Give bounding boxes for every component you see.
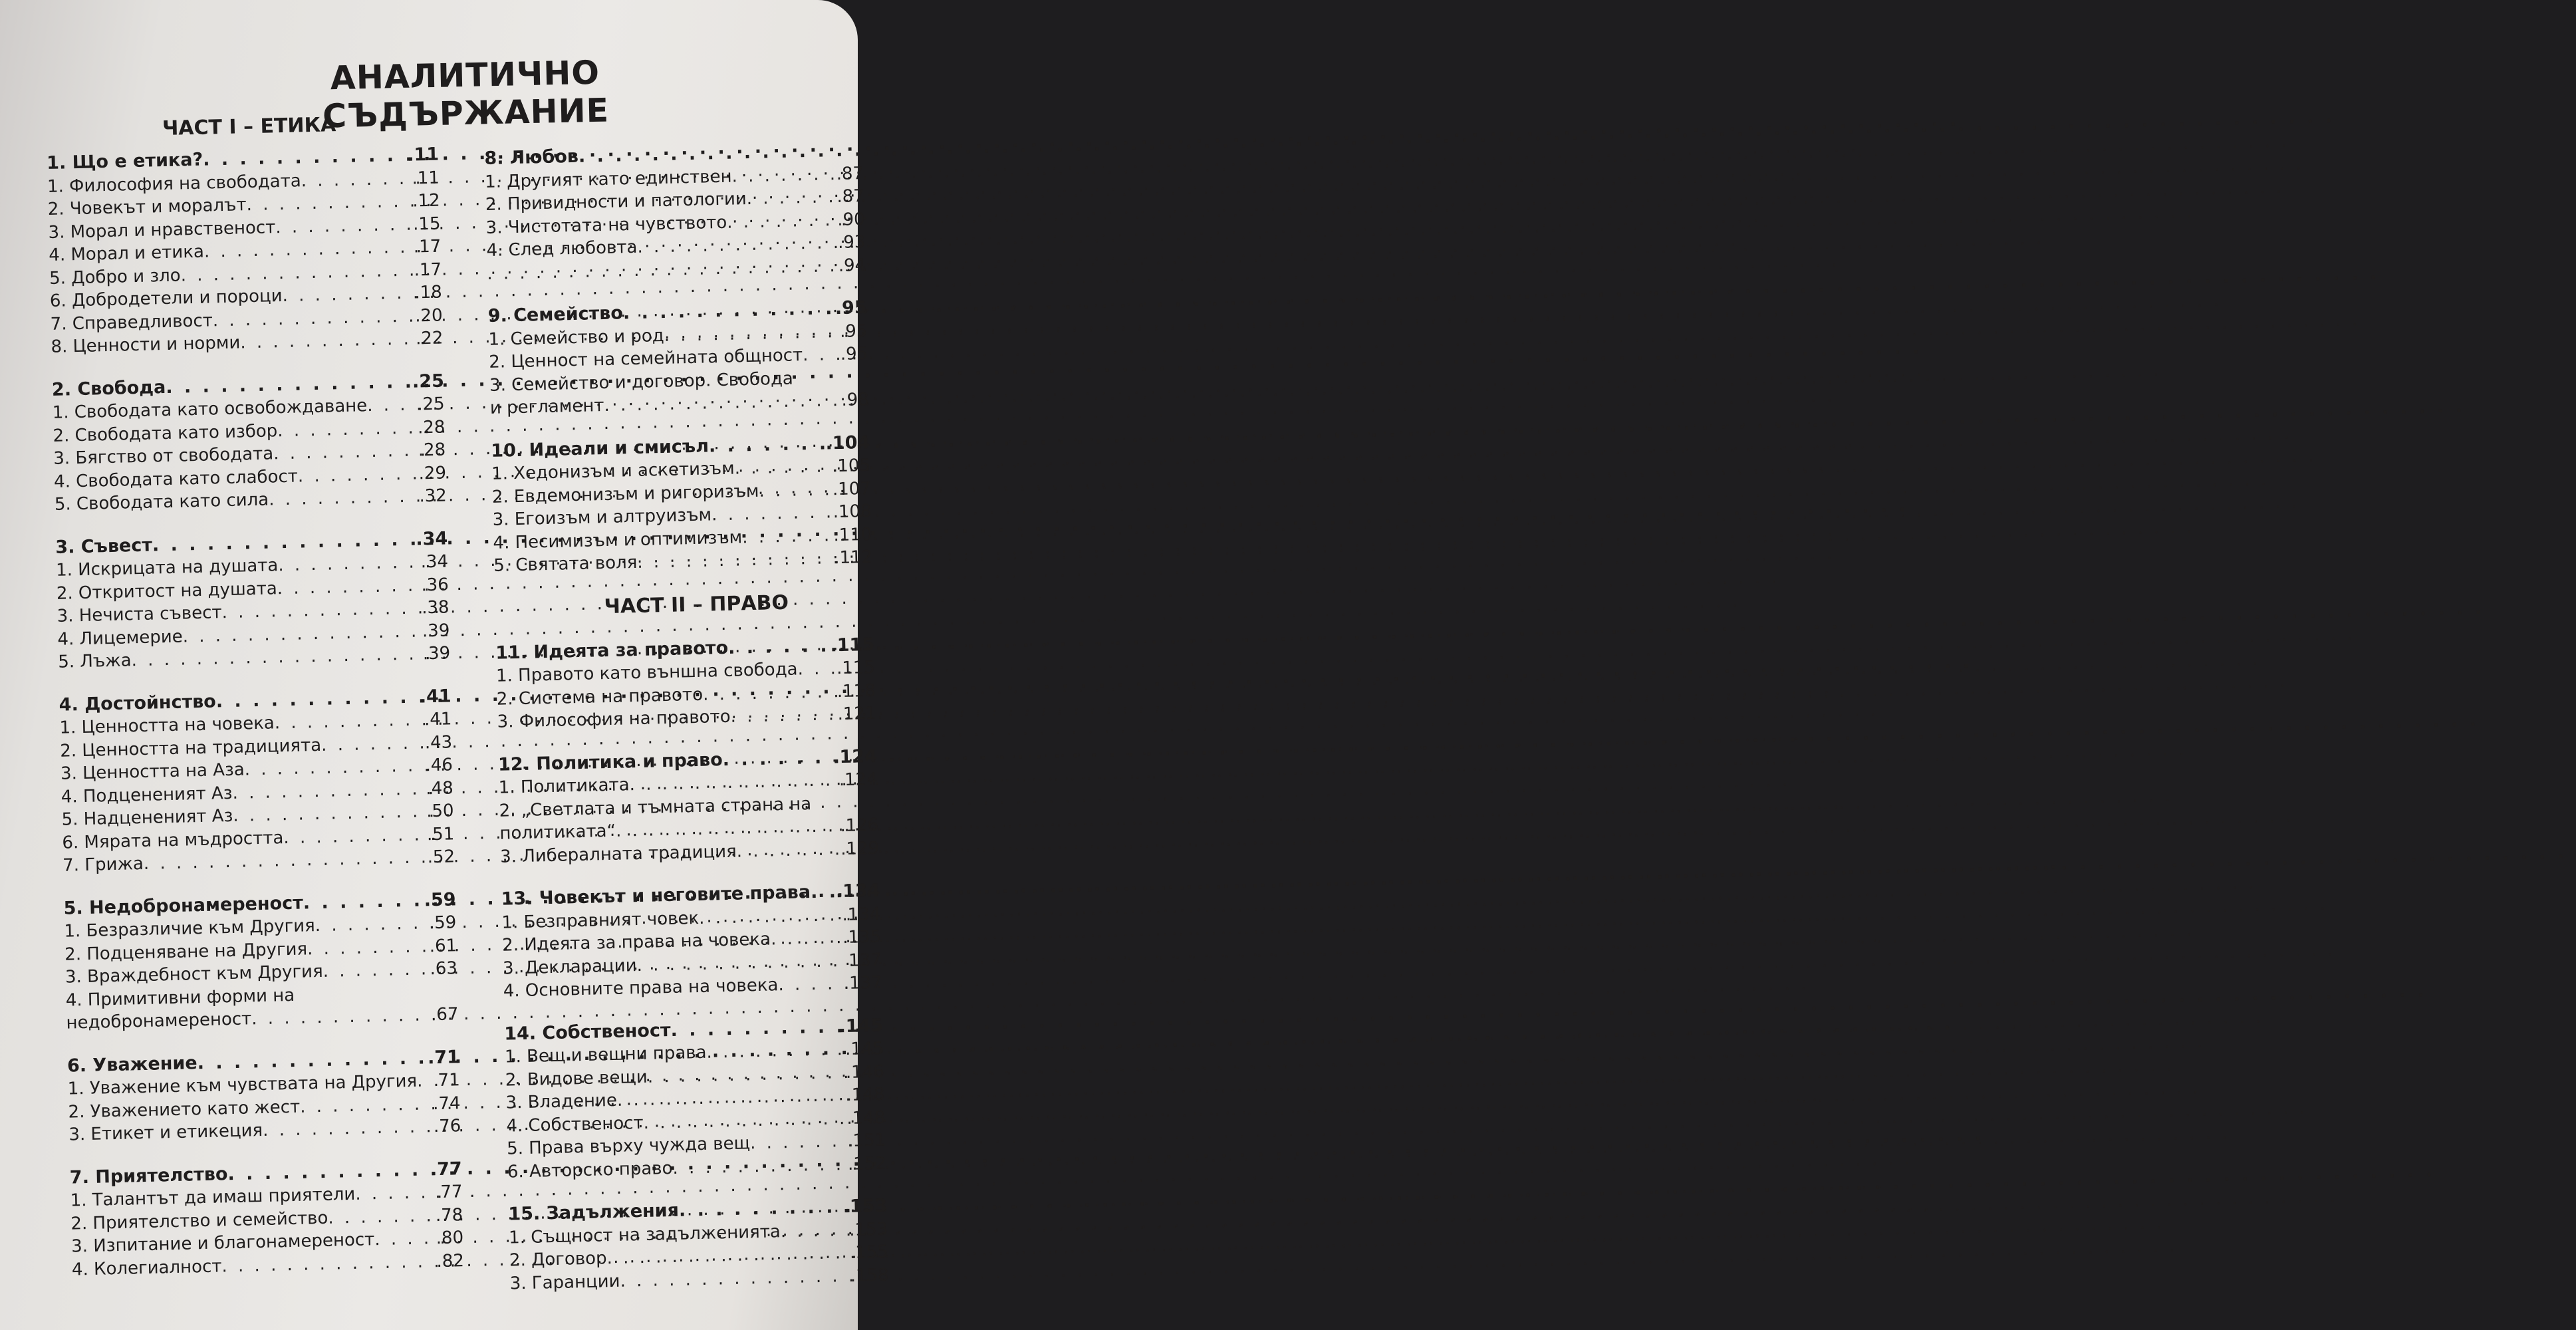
leader-dots [301,167,412,192]
section-entry-label: 3. Декларации [502,955,637,979]
section-entry-page: .61 [429,935,457,956]
leader-dots [417,1069,438,1093]
section-entry-label: 1. Безразличие към Другия [64,916,316,942]
chapter-heading-page: .34 [416,527,448,550]
section-entry-label: 4. Подцененият Аз [61,783,233,807]
chapter-heading-label: 2. Свобода [51,376,166,400]
section-entry-label: 5. Добро и зло [49,265,181,289]
section-entry-page: .108 [833,501,872,523]
section-entry-label: 7. Справедливост [50,310,213,334]
leader-dots [620,1264,850,1292]
chapter-heading-page: .115 [830,634,875,656]
section-entry-label: 4. Собственост [506,1113,644,1136]
chapter-heading-label: 7. Приятелство [69,1163,228,1188]
leader-dots [263,1115,434,1142]
section-entry-page: .18 [414,282,443,303]
section-entry-page: .22 [415,328,444,349]
section-entry-label: 1. Политиката [498,775,630,798]
leader-dots [731,162,837,188]
leader-dots [730,703,838,728]
section-entry-label: недобронамереност [66,1009,252,1033]
chapter-heading-label: 1. Що е етика? [46,149,203,174]
toc-chapter [495,633,876,733]
section-entry-page: .95 [839,321,868,342]
section-entry-label: 4. Морал и етика [49,241,205,265]
chapter-heading-page: .104 [825,432,870,454]
section-entry-label: 2. Договор [509,1248,607,1271]
chapter-heading-label: 12. Политика и право [497,749,723,775]
section-label: 3. Семейство и договор. Свобода [489,368,794,396]
toc-chapter [69,1158,464,1281]
section-entry-label: 3. Етикет и етикеция [68,1121,263,1145]
section-entry-label: 3. Враждебност към Другия [64,961,324,988]
section-entry-label: 2. Система на правото [496,684,704,710]
leader-dots [703,680,838,706]
section-entry-label: 4. Колегиалност [71,1256,222,1280]
section-entry-page: 71 [438,1070,461,1091]
leader-dots [736,838,840,863]
section-entry-page: .95 [840,343,868,364]
section-entry-page: .148 [846,1084,885,1106]
section-entry-page: .28 [417,417,446,438]
chapter-heading-page: .145 [838,1015,884,1037]
section-entry-page: .121 [837,703,876,725]
section-entry-label: 2. Човекът и моралът [47,195,247,219]
section-entry-page: .78 [435,1204,463,1226]
section-entry-page: .145 [844,1038,884,1060]
leader-dots [278,551,421,577]
section-entry-label: 3. Гаранции [509,1271,620,1294]
section-entry-page: .90 [837,209,865,230]
leader-dots [727,208,838,233]
toc-chapter [63,888,459,1035]
section-entry-label: 1. Уважение към чувствата на Другия [67,1071,418,1099]
leader-dots [728,634,831,660]
section-entry-page: .11 [412,168,440,189]
leader-dots [604,389,842,418]
section-entry-label: 3. Владение [505,1090,618,1113]
leader-dots [322,958,430,983]
section-entry-label: 4. След любовта [486,237,638,261]
leader-dots [303,889,424,915]
section-entry-page: .152 [847,1153,887,1174]
section-entry-label: 3. Морал и нравственост [48,217,276,243]
leader-dots [283,823,427,849]
section-entry-page: .34 [420,551,449,573]
leader-dots [750,1130,848,1155]
leader-dots [269,485,420,511]
toc-chapter [491,431,873,577]
section-entry-label: 1. Хедонизъм и аскетизъм [491,458,735,484]
leader-dots [367,393,418,417]
section-entry-label: 2. Свободата като избор [53,420,278,446]
leader-dots [771,926,843,951]
leader-dots [803,343,840,367]
section-entry-page: .63 [430,958,458,980]
leader-dots [374,1227,436,1252]
section-entry-page: .67 [430,1004,459,1025]
chapter-heading-page: .153 [842,1195,888,1218]
section-label: 4. Примитивни форми на [65,985,295,1011]
section-entry-page: .77 [434,1182,463,1203]
leader-dots [709,432,826,458]
section-entry-page: .135 [842,926,882,948]
section-entry-page: .98 [841,389,870,410]
leader-dots [679,1196,844,1222]
section-entry-label: 5. Святата воля [493,552,638,576]
section-entry-label: 6. Добродетели и пороци [49,286,283,311]
chapter-heading-page: .25 [412,370,445,392]
section-entry-label: 2. Идеята за права на човека [501,929,771,956]
section-entry-label: 3. Изпитание и благонамереност [70,1230,375,1257]
toc-chapter [59,685,455,877]
section-entry-page: .28 [418,440,446,461]
section-entry-page: .46 [425,755,453,776]
section-entry-label: 4. Лицемерие [57,626,184,650]
leader-dots [328,1204,436,1230]
leader-dots [759,478,833,503]
section-entry-page: .155 [849,1242,889,1263]
section-entry-page: .20 [414,305,443,326]
section-entry-page: .15 [412,213,441,235]
section-entry-label: 1. Философия на свободата [47,170,302,197]
section-entry-label: политиката“ [499,821,616,844]
section-entry-label: 2. Ценността на традицията [59,735,322,761]
book-page [0,0,889,1330]
toc-chapter [498,745,880,868]
toc-column-right [484,139,890,1315]
section-entry-label: 5. Права върху чужда вещ [506,1133,751,1159]
section-entry-page: .105 [831,455,871,477]
section-entry-page: .93 [837,232,866,253]
section-entry-label: 1. Свободата като освобождаване [52,396,368,423]
section-entry-page: .148 [846,1107,886,1129]
section-entry-label: 3. Нечиста съвест [57,602,222,626]
section-entry-label: 1. Вещ и вещни права [504,1042,707,1067]
section-entry-label: 4. Основните права на човека [503,975,779,1001]
chapter-heading-label: 14. Собственост [503,1019,671,1045]
section-entry-label: и регламент [489,396,604,418]
section-entry-label: 8. Ценности и норми [51,332,241,357]
chapter-heading-page: .59 [424,888,456,910]
chapter-heading-page: .134 [835,880,880,902]
section-entry-page: .48 [426,777,454,799]
part-heading-law: ЧАСТ II – ПРАВО [604,591,789,618]
section-entry-label: 1. Правото като външна свобода [495,659,798,686]
chapter-heading-label: 8. Любов [484,146,579,169]
chapter-heading-label: 10. Идеали и смисъл [490,435,709,462]
leader-dots [273,439,418,465]
section-entry-page: .29 [418,462,447,483]
leader-dots [355,1181,436,1206]
section-entry-label: 6. Мярата на мъдростта [62,827,284,853]
section-entry-label: 4. Песимизъм и оптимизъм [493,527,743,553]
leader-dots [706,1038,845,1064]
section-entry-label: 2. Подценяване на Другия [64,938,308,965]
section-entry-page: 137 [848,950,882,971]
section-entry-label: 2. Уважението като жест [68,1097,301,1123]
section-entry-label: 5. Надцененият Аз [61,805,233,830]
leader-dots [734,455,832,480]
section-entry-page: .52 [427,847,455,868]
section-entry-label: 3. Либералната традиция [499,841,737,867]
section-entry-page: .41 [424,709,452,730]
section-entry-page: .153 [848,1219,888,1240]
leader-dots [670,1015,839,1042]
chapter-heading-label: 15. Задължения [508,1200,680,1225]
toc-chapter [508,1195,889,1295]
leader-dots [711,501,833,527]
section-entry-page: .51 [426,823,455,845]
section-entry-label: 2. Откритост на душата [56,578,278,604]
section-entry-page: .39 [422,620,450,641]
section-entry-label: 1. Другият като единствен [484,166,732,192]
leader-dots [672,1152,848,1179]
section-entry-label: 2. Приятелство и семейство [70,1208,328,1234]
section-entry-page: .107 [832,478,872,499]
part-heading-ethics: ЧАСТ I – ЕТИКА [162,113,336,141]
chapter-heading-label: 9. Семейство [487,303,624,327]
section-entry-label: 1. Талантът да имаш приятели [70,1184,356,1211]
leader-dots [780,1218,849,1243]
leader-dots [811,880,837,904]
section-entry-page: .146 [845,1061,885,1083]
leader-dots [240,327,416,354]
section-entry-page: .39 [422,643,451,664]
leader-dots [722,746,833,771]
chapter-heading-label: 6. Уважение [66,1052,197,1077]
leader-dots [297,462,419,488]
leader-dots [282,282,415,308]
section-entry-label: 3. Бягство от свободата [53,444,274,469]
section-entry-label: 2. Видове вещи [505,1067,648,1091]
section-entry-page: .25 [416,394,445,415]
section-entry-label: 3. Чистотата на чувството [485,212,727,238]
section-entry-label: 5. Лъжа [57,650,132,672]
section-entry-page: .87 [837,186,865,207]
leader-dots [315,912,429,937]
section-label: 2. „Светлата и тъмната страна на [499,793,812,821]
section-entry-page: .82 [436,1250,465,1271]
toc-column-left [46,113,465,1301]
toc-chapter [504,1014,886,1183]
page-title: АНАЛИТИЧНО СЪДЪРЖАНИЕ [322,53,610,136]
toc-chapter [47,144,444,359]
toc-chapter [67,1046,461,1146]
section-entry-label: 1. Ценността на човека [59,713,275,738]
section-entry-page: .115 [836,657,876,679]
chapter-heading-label: 4. Достойнство [59,690,217,716]
section-entry-page: .17 [413,236,442,257]
section-entry-label: 7. Грижа [62,853,144,876]
section-entry-page: .76 [433,1116,461,1137]
section-entry-label: 2. Евдемонизъм и ригоризъм [491,481,759,507]
section-entry-label: 3. Егоизъм и алтруизъм [492,505,712,530]
section-entry-page: .151 [846,1130,886,1151]
leader-dots [275,213,414,239]
toc-chapter [484,139,866,285]
section-entry-page: .126 [840,815,879,837]
toc-chapter [487,297,869,420]
section-entry-page: .118 [837,680,876,702]
section-entry-page: .43 [424,732,453,753]
section-entry-page: .74 [432,1093,461,1114]
leader-dots [699,904,842,930]
section-entry-page: .32 [419,485,448,507]
leader-dots [246,190,412,217]
chapter-heading-page: .71 [427,1046,460,1068]
section-entry-page: .17 [414,259,442,281]
leader-dots [637,547,835,574]
toc-chapter [52,370,448,516]
section-entry-label: 4. Свободата като слабост [53,466,299,492]
leader-dots [277,416,418,442]
leader-dots [277,574,421,600]
chapter-heading-page: .41 [419,685,451,707]
leader-dots [797,657,837,681]
leader-dots [307,935,430,961]
section-entry-page: .50 [426,801,454,822]
section-entry-label: 1. Същност на задълженията [508,1221,781,1248]
section-entry-label: 5. Свободата като сила [54,489,269,515]
section-entry-page: .129 [840,838,880,859]
section-entry-page: .137 [843,972,882,994]
leader-dots [274,708,424,735]
section-entry-label: 3. Ценността на Аза [60,759,245,784]
toc-chapter [501,880,882,1003]
chapter-heading-page: .124 [832,745,878,767]
section-entry-page: .36 [421,574,450,595]
section-entry-page: .124 [838,769,878,791]
section-entry-label: 2. Ценност на семейната общност [488,345,803,372]
chapter-heading-label: 5. Недобронамереност [63,892,304,919]
section-entry-page: .12 [412,190,441,211]
section-entry-page: .87 [836,163,864,184]
section-entry-label: 1. Искрицата на душата [55,555,279,581]
section-entry-label: 1. Безправният човек [501,908,700,933]
section-entry-label: 1. Семейство и род [488,325,665,350]
chapter-heading-page: .11 [406,144,440,166]
section-entry-page: .59 [428,912,457,934]
section-entry-label: 3. Философия на правото [497,706,731,732]
section-entry-page: .134 [842,904,881,925]
leader-dots [746,186,837,211]
section-entry-page: .110 [833,524,872,545]
section-entry-page: .38 [421,597,450,618]
leader-dots [221,1250,437,1278]
section-entry-page: .112 [833,547,873,569]
section-entry-label: 6. Авторско право [507,1158,673,1182]
section-entry-label: 2. Привидности и патологии [485,189,747,215]
leader-dots [300,1093,434,1119]
chapter-heading-label: 13. Човекът и неговите права [501,882,811,910]
leader-dots [321,732,425,757]
section-entry-page: .80 [436,1228,464,1249]
section-entry-page: .158 [850,1265,889,1286]
chapter-heading-label: 11. Идеята за правото [495,637,729,664]
section-entry-page: .94 [838,255,866,276]
leader-dots [778,972,844,997]
chapter-heading-page: .77 [430,1158,463,1180]
leader-dots [742,524,834,549]
chapter-heading-label: 3. Съвест [55,535,153,558]
chapter-heading-page: .95 [835,297,867,319]
toc-chapter [55,527,451,674]
leader-dots [251,1003,432,1031]
